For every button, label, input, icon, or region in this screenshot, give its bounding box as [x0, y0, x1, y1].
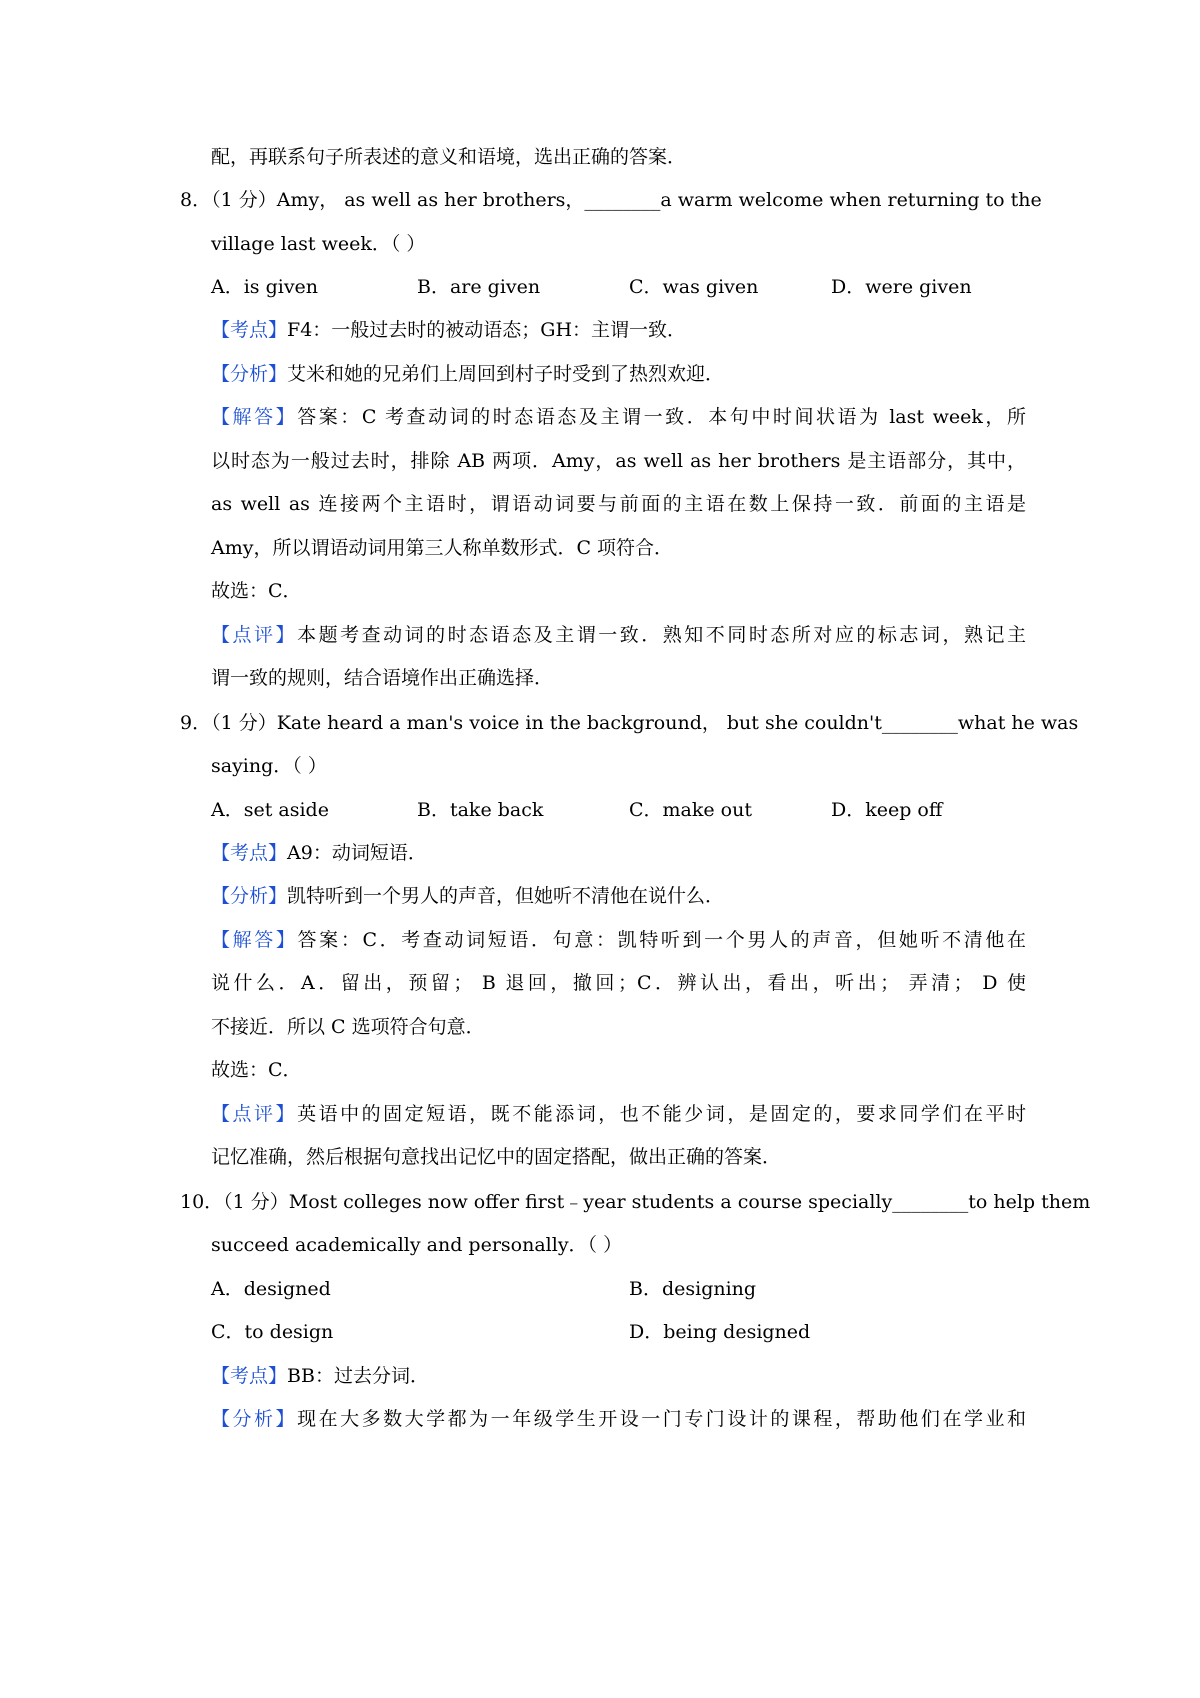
q9-kaodian-text: A9：动词短语．	[287, 842, 427, 864]
q9-answer: 故选：C．	[211, 1059, 302, 1081]
q9-dianping-line2: 记忆准确，然后根据句意找出记忆中的固定搭配，做出正确的答案．	[211, 1146, 782, 1168]
q9-dianping-line1: 英语中的固定短语，既不能添词，也不能少词，是固定的，要求同学们在平时	[297, 1103, 1026, 1125]
kaodian-tag: 【考点】	[211, 842, 288, 864]
q10-fenxi	[211, 1405, 1026, 1433]
q9-option-c: C．make out	[629, 799, 752, 821]
q8-dianping	[211, 621, 1026, 649]
q8-dianping-line1: 本题考查动词的时态语态及主谓一致．熟知不同时态所对应的标志词，熟记主	[297, 624, 1026, 646]
previous-comment-tail: 配，再联系句子所表述的意义和语境，选出正确的答案．	[211, 146, 687, 168]
q9-stem-line2: saying．（ ）	[211, 755, 327, 777]
kaodian-tag: 【考点】	[211, 1365, 288, 1387]
kaodian-tag: 【考点】	[211, 319, 288, 341]
q10-option-d: D．being designed	[629, 1321, 811, 1343]
fenxi-tag: 【分析】	[211, 363, 288, 385]
q9-stem-line1: 9．（1 分）Kate heard a man's voice in the background， but she couldn't________what he was	[180, 712, 1079, 734]
q10-option-a: A．designed	[211, 1278, 331, 1300]
dianping-tag: 【点评】	[211, 1103, 298, 1125]
q10-kaodian	[211, 1362, 429, 1390]
q9-fenxi-text: 凯特听到一个男人的声音，但她听不清他在说什么．	[287, 885, 725, 907]
fenxi-tag: 【分析】	[211, 885, 288, 907]
q8-fenxi-text: 艾米和她的兄弟们上周回到村子时受到了热烈欢迎．	[287, 363, 725, 385]
q9-option-d: D．keep off	[831, 799, 943, 821]
jieda-tag: 【解答】	[211, 929, 298, 951]
q8-stem-line1: 8．（1 分）Amy， as well as her brothers，________a warm welcome when returning to the	[180, 189, 1042, 211]
q8-dianping-line2: 谓一致的规则，结合语境作出正确选择．	[211, 667, 554, 689]
q10-fenxi-text: 现在大多数大学都为一年级学生开设一门专门设计的课程，帮助他们在学业和	[297, 1408, 1026, 1430]
jieda-tag: 【解答】	[211, 406, 298, 428]
fenxi-tag: 【分析】	[211, 1408, 298, 1430]
q10-option-b: B．designing	[629, 1278, 757, 1300]
q8-jieda-line2: 以时态为一般过去时，排除 AB 两项．Amy，as well as her brothers 是主语部分，其中，	[211, 450, 1026, 472]
q8-jieda-line1: 答案：C 考查动词的时态语态及主谓一致．本句中时间状语为 last week，所	[297, 406, 1026, 428]
q9-jieda	[211, 926, 1026, 954]
q9-kaodian	[211, 839, 427, 867]
q8-jieda-line3: as well as 连接两个主语时，谓语动词要与前面的主语在数上保持一致．前面的主语是	[211, 493, 1026, 515]
dianping-tag: 【点评】	[211, 624, 298, 646]
q8-fenxi	[211, 360, 724, 388]
q8-option-b: B．are given	[417, 276, 541, 298]
q8-option-a: A．is given	[211, 276, 319, 298]
q9-fenxi	[211, 882, 724, 910]
q9-jieda-line3: 不接近．所以 C 选项符合句意．	[211, 1016, 485, 1038]
q9-jieda-line2: 说什么．A．留出，预留； B 退回，撤回；C．辨认出，看出，听出； 弄清； D 使	[211, 972, 1026, 994]
q9-jieda-line1: 答案：C．考查动词短语．句意：凯特听到一个男人的声音，但她听不清他在	[297, 929, 1026, 951]
q8-answer: 故选：C．	[211, 580, 302, 602]
q8-jieda	[211, 403, 1026, 431]
q10-stem-line2: succeed academically and personally．（ ）	[211, 1234, 623, 1256]
q8-kaodian	[211, 316, 686, 344]
q8-kaodian-text: F4：一般过去时的被动语态；GH：主谓一致．	[287, 319, 687, 341]
q10-kaodian-text: BB：过去分词．	[287, 1365, 429, 1387]
q9-option-b: B．take back	[417, 799, 544, 821]
q10-stem-line1: 10．（1 分）Most colleges now offer first﹣year students a course specially________to help them	[180, 1191, 1091, 1213]
q8-option-c: C．was given	[629, 276, 759, 298]
q8-jieda-line4: Amy，所以谓语动词用第三人称单数形式．C 项符合．	[211, 537, 674, 559]
q9-dianping	[211, 1100, 1026, 1128]
q8-stem-line2: village last week．（ ）	[211, 233, 426, 255]
q10-option-c: C．to design	[211, 1321, 334, 1343]
q9-option-a: A．set aside	[211, 799, 329, 821]
q8-option-d: D．were given	[831, 276, 972, 298]
